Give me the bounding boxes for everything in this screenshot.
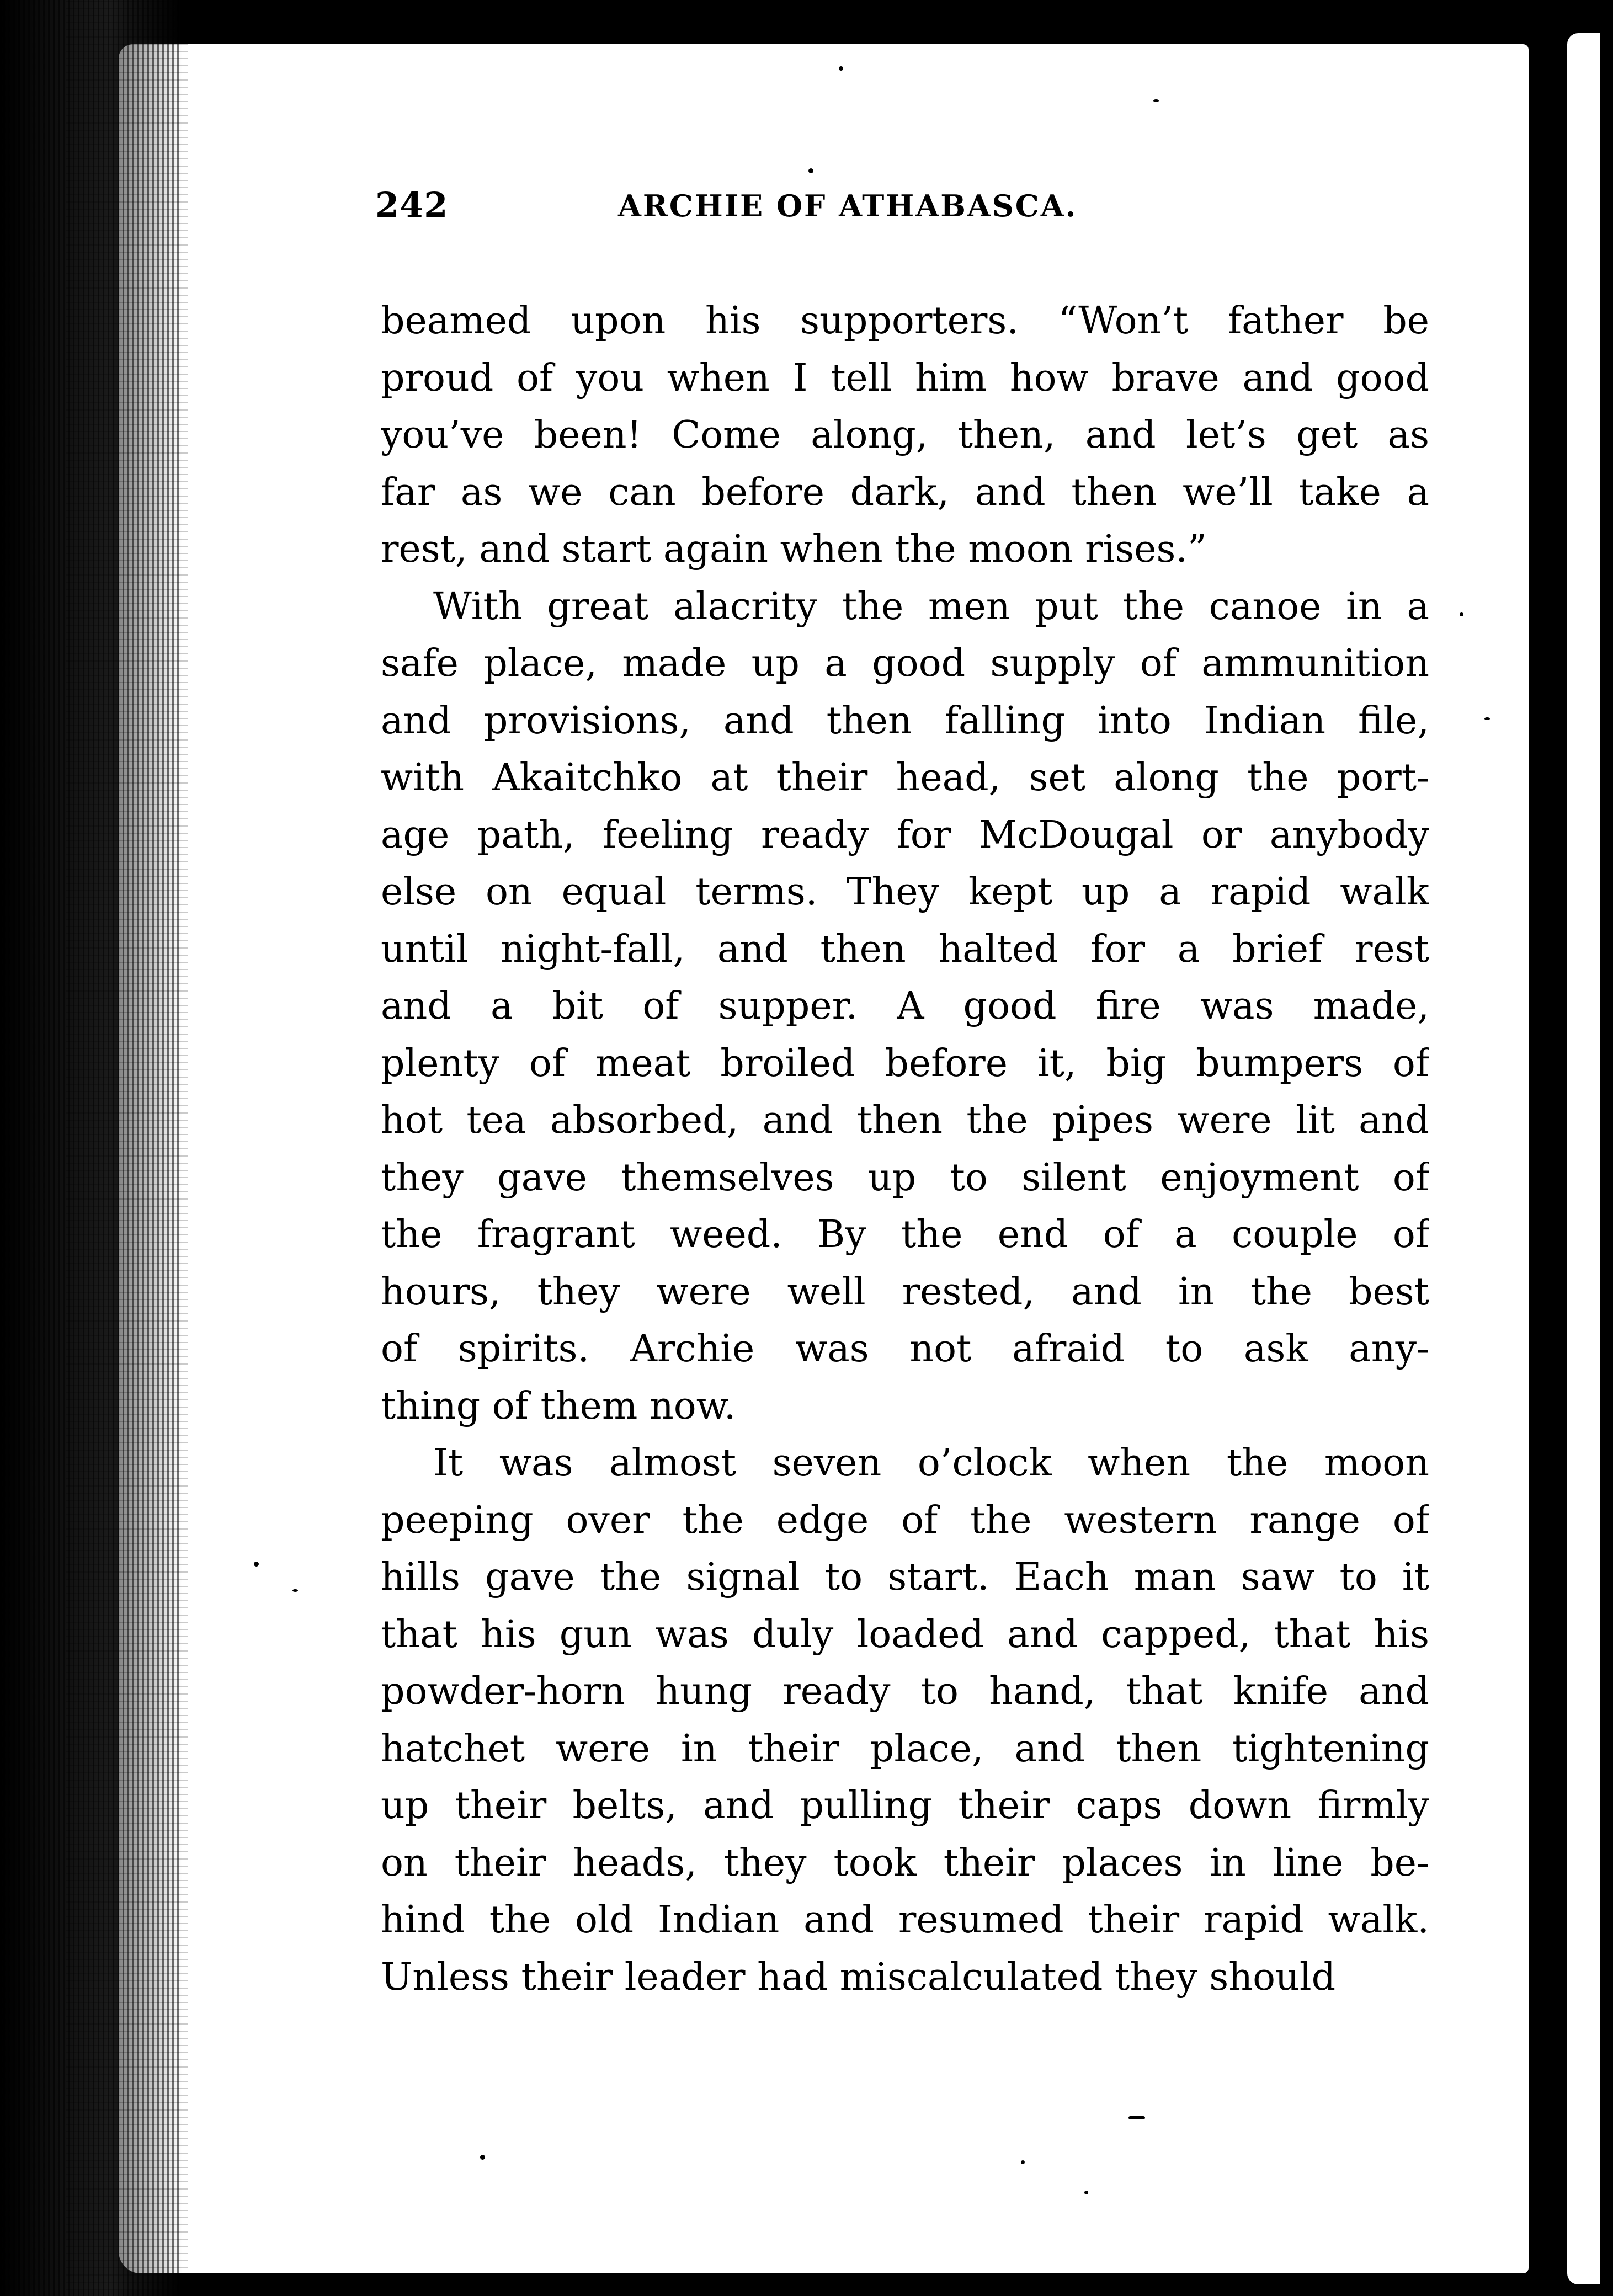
body-text: [381, 292, 1429, 2006]
scan-speck: [1084, 2191, 1088, 2194]
page-number: 242: [375, 185, 449, 225]
running-header: [375, 185, 1424, 229]
text-line: It was almost seven o’clock when the moon: [433, 1441, 1429, 1485]
text-line: hours, they were well rested, and in the best: [381, 1270, 1429, 1314]
text-line: Unless their leader had miscalculated they should: [381, 1955, 1336, 1999]
scan-speck: [254, 1562, 259, 1567]
text-line: beamed upon his supporters. “Won’t father be: [381, 299, 1429, 343]
text-line: age path, feeling ready for McDougal or anybody: [381, 813, 1429, 857]
text-line: and provisions, and then falling into Indian file,: [381, 699, 1429, 743]
text-line: safe place, made up a good supply of ammunition: [381, 642, 1429, 685]
scan-speck: [1021, 2160, 1025, 2164]
scan-speck: [808, 168, 813, 173]
scan-speck: [1153, 99, 1159, 102]
text-line: With great alacrity the men put the canoe in a: [433, 584, 1429, 628]
text-line: hills gave the signal to start. Each man saw to it: [381, 1555, 1429, 1599]
scan-speck: [480, 2155, 485, 2160]
text-line: with Akaitchko at their head, set along the port-: [381, 756, 1429, 800]
text-line: else on equal terms. They kept up a rapid walk: [381, 870, 1429, 914]
text-line: hatchet were in their place, and then tightening: [381, 1727, 1429, 1771]
text-line: rest, and start again when the moon rises.”: [381, 528, 1207, 571]
scan-speck: [292, 1589, 298, 1592]
text-line: that his gun was duly loaded and capped, that his: [381, 1612, 1429, 1656]
text-line: you’ve been! Come along, then, and let’s get as: [381, 413, 1429, 457]
text-line: the fragrant weed. By the end of a couple of: [381, 1213, 1429, 1256]
scan-speck: [839, 66, 843, 71]
text-line: up their belts, and pulling their caps down firmly: [381, 1784, 1429, 1828]
text-line: of spirits. Archie was not afraid to ask any-: [381, 1327, 1429, 1371]
text-line: powder-horn hung ready to hand, that knife and: [381, 1670, 1429, 1713]
text-line: until night-fall, and then halted for a brief rest: [381, 927, 1429, 971]
text-line: proud of you when I tell him how brave and good: [381, 356, 1429, 400]
scan-speck: [1460, 612, 1463, 616]
text-line: hind the old Indian and resumed their rapid walk.: [381, 1898, 1429, 1942]
running-title: ARCHIE OF ATHABASCA.: [618, 188, 1078, 223]
text-line: far as we can before dark, and then we’ll take a: [381, 470, 1429, 514]
scan-speck: [1484, 717, 1490, 720]
text-line: plenty of meat broiled before it, big bumpers of: [381, 1041, 1429, 1085]
text-line: and a bit of supper. A good fire was made,: [381, 984, 1429, 1028]
text-line: on their heads, they took their places in line be-: [381, 1841, 1429, 1885]
text-line: they gave themselves up to silent enjoyment of: [381, 1155, 1429, 1200]
gutter-texture: [66, 0, 188, 2296]
next-page-edge: [1567, 33, 1600, 2284]
text-line: peeping over the edge of the western range of: [381, 1498, 1429, 1542]
text-line: thing of them now.: [381, 1384, 736, 1428]
text-line: hot tea absorbed, and then the pipes were lit and: [381, 1099, 1429, 1142]
scan-speck: [1128, 2116, 1145, 2119]
